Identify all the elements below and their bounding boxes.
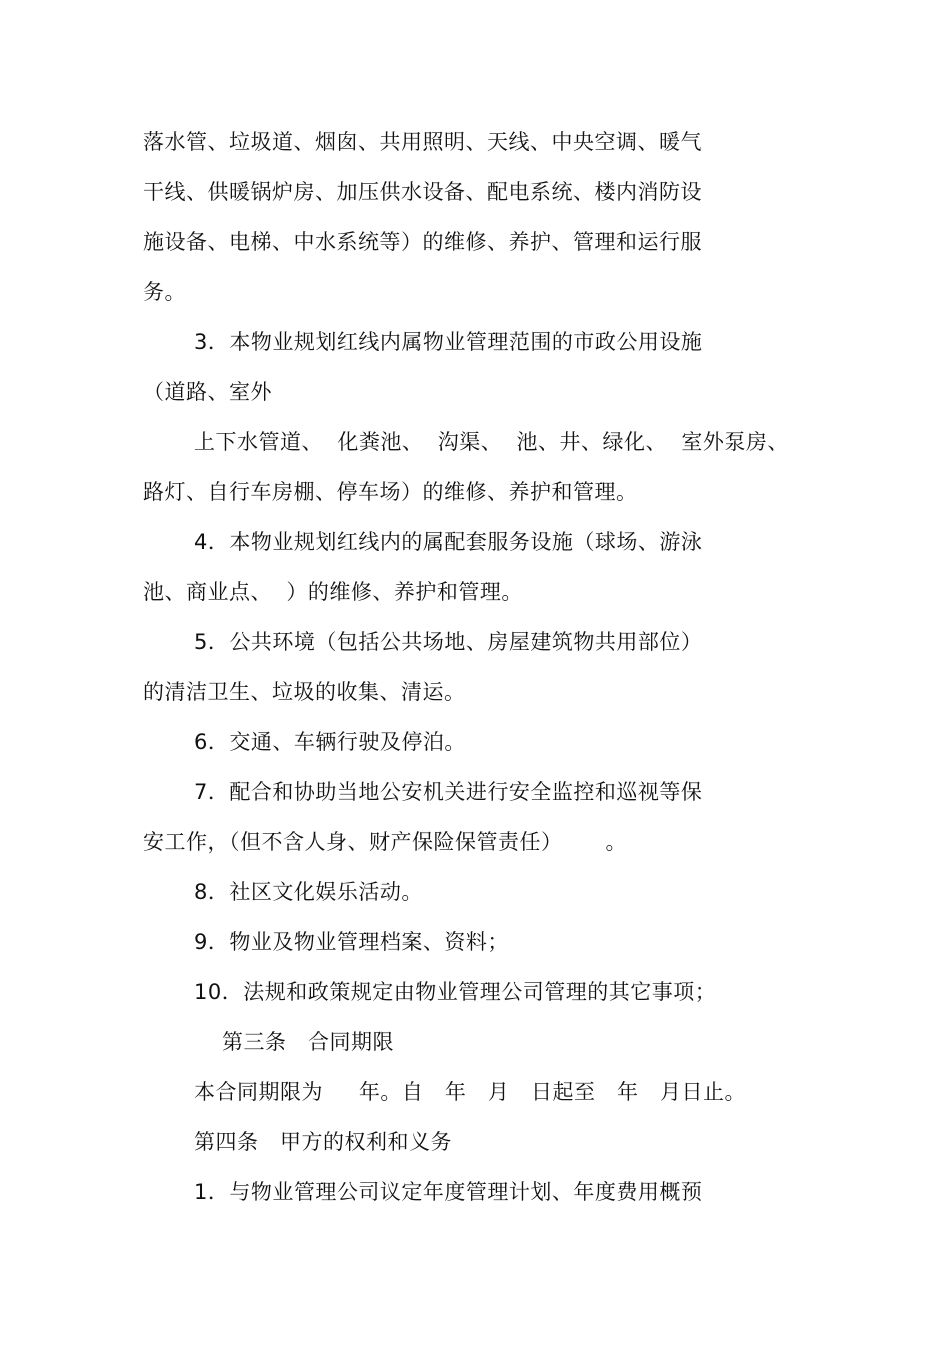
text-line-17: 9．物业及物业管理档案、资料； xyxy=(194,930,509,954)
text-line-7: 上下水管道、 化粪池、 沟渠、 池、井、绿化、 室外泵房、 xyxy=(194,430,789,454)
text-line-5: 3．本物业规划红线内属物业管理范围的市政公用设施 xyxy=(194,330,703,354)
text-line-4: 务。 xyxy=(143,280,186,304)
text-line-22: 1．与物业管理公司议定年度管理计划、年度费用概预 xyxy=(194,1180,703,1204)
text-line-14: 7．配合和协助当地公安机关进行安全监控和巡视等保 xyxy=(194,780,703,804)
text-line-10: 池、商业点、 ）的维修、养护和管理。 xyxy=(143,580,523,604)
text-line-11: 5．公共环境（包括公共场地、房屋建筑物共用部位） xyxy=(194,630,703,654)
section-heading-3: 第三条 合同期限 xyxy=(222,1030,395,1054)
text-line-3: 施设备、电梯、中水系统等）的维修、养护、管理和运行服 xyxy=(143,230,702,254)
text-line-12: 的清洁卫生、垃圾的收集、清运。 xyxy=(143,680,466,704)
text-line-18: 10．法规和政策规定由物业管理公司管理的其它事项； xyxy=(194,980,717,1004)
text-line-8: 路灯、自行车房棚、停车场）的维修、养护和管理。 xyxy=(143,480,638,504)
section-heading-4: 第四条 甲方的权利和义务 xyxy=(194,1130,453,1154)
text-line-6: （道路、室外 xyxy=(143,380,272,404)
text-line-2: 干线、供暖锅炉房、加压供水设备、配电系统、楼内消防设 xyxy=(143,180,702,204)
text-line-9: 4．本物业规划红线内的属配套服务设施（球场、游泳 xyxy=(194,530,703,554)
text-line-13: 6．交通、车辆行驶及停泊。 xyxy=(194,730,466,754)
text-line-20: 本合同期限为 年。自 年 月 日起至 年 月日止。 xyxy=(194,1080,747,1104)
text-line-15: 安工作，（但不含人身、财产保险保管责任） 。 xyxy=(143,830,628,854)
text-line-1: 落水管、垃圾道、烟囱、共用照明、天线、中央空调、暖气 xyxy=(143,130,702,154)
text-line-16: 8．社区文化娱乐活动。 xyxy=(194,880,423,904)
